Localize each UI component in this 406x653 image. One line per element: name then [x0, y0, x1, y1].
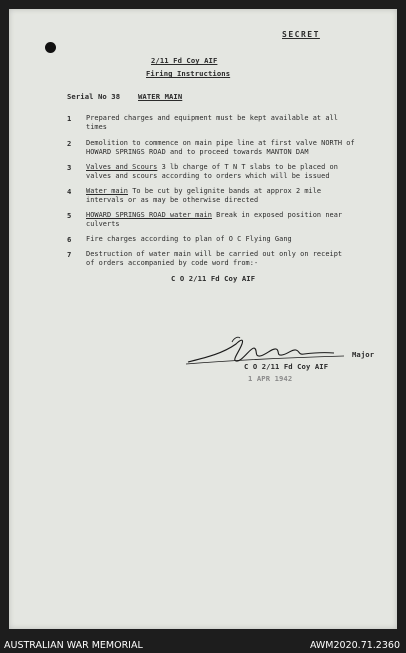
serial-subject: WATER MAIN	[138, 92, 183, 101]
signature-rank: Major	[352, 350, 375, 359]
item-text: of orders accompanied by code word from:-	[86, 259, 259, 267]
item-number: 2	[67, 139, 72, 148]
item-number: 4	[67, 187, 72, 196]
item-number: 6	[67, 235, 72, 244]
item-text: Fire charges according to plan of O C Flying Gang	[86, 235, 292, 243]
item-text: Demolition to commence on main pipe line at first valve NORTH of	[86, 139, 355, 147]
document-page	[9, 9, 397, 629]
item-text: times	[86, 123, 107, 131]
item-text: Break in exposed position near	[211, 211, 343, 219]
classification-label: SECRET	[282, 30, 320, 39]
item-text: HOWARD SPRINGS ROAD and to proceed towards MANTON DAM	[86, 148, 309, 156]
serial-number: Serial No 38	[67, 92, 121, 101]
item-text: valves and scours according to orders which will be issued	[86, 172, 330, 180]
item-number: 1	[67, 114, 72, 123]
item-text: Prepared charges and equipment must be kept available at all	[86, 114, 338, 122]
footer-accession-number: AWM2020.71.2360	[309, 640, 400, 651]
signature-block: C O 2/11 Fd Coy AIF	[244, 362, 329, 371]
date-stamp: 1 APR 1942	[248, 374, 293, 383]
document-title: Firing Instructions	[146, 69, 231, 78]
item-text: Destruction of water main will be carried out only on receipt	[86, 250, 343, 258]
footer-institution: AUSTRALIAN WAR MEMORIAL	[4, 640, 143, 651]
punch-hole	[45, 42, 56, 53]
item-text: To be cut by gelignite bands at approx 2 mile	[128, 187, 322, 195]
item-text: intervals or as may be otherwise directed	[86, 196, 259, 204]
item-number: 5	[67, 211, 72, 220]
item-lead: Water main	[86, 187, 128, 195]
item-lead: Valves and Scours	[86, 163, 158, 171]
item-number: 3	[67, 163, 72, 172]
closing-line: C O 2/11 Fd Coy AIF	[171, 274, 256, 283]
unit-heading: 2/11 Fd Coy AIF	[151, 56, 218, 65]
footer-bar	[0, 638, 406, 653]
item-lead: HOWARD SPRINGS ROAD water main	[86, 211, 212, 219]
item-number: 7	[67, 250, 72, 259]
item-text: culverts	[86, 220, 120, 228]
item-text: 3 lb charge of T N T slabs to be placed on	[157, 163, 338, 171]
